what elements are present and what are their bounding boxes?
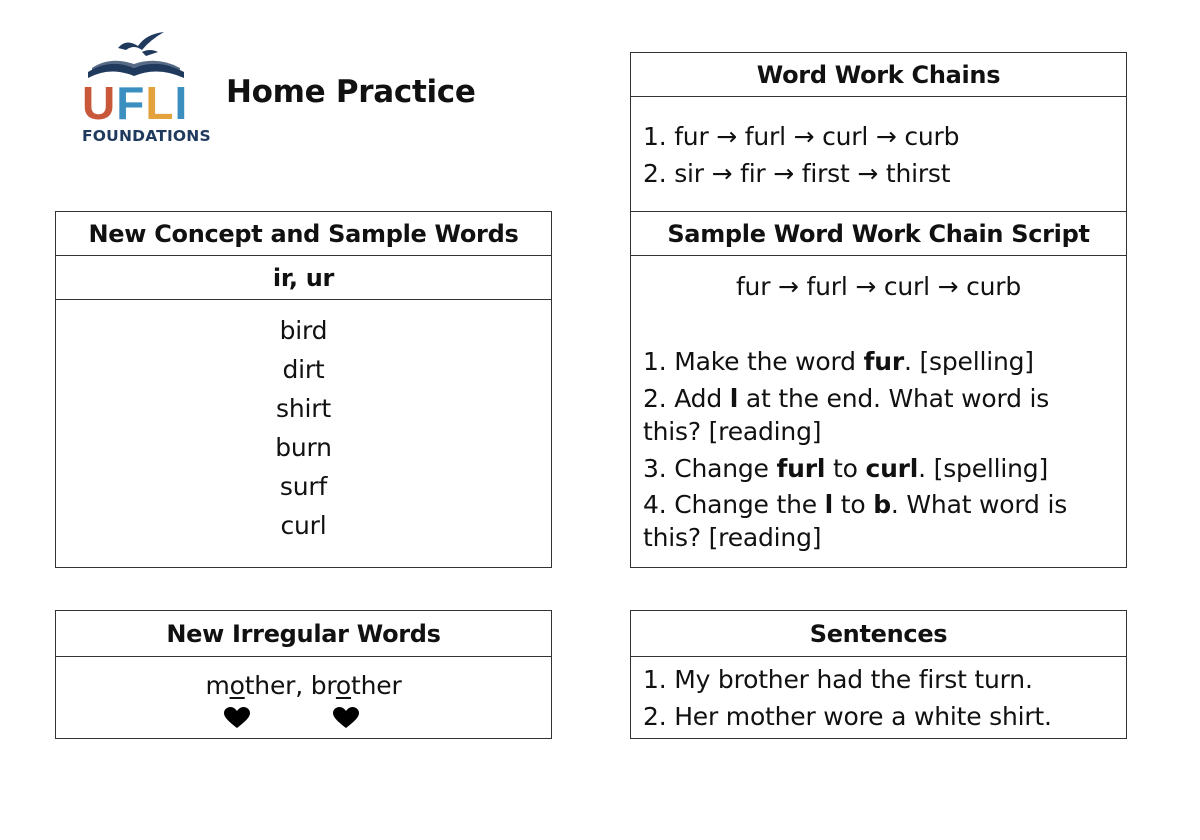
- chain-script-header: Sample Word Work Chain Script: [631, 212, 1126, 256]
- word-separator: ,: [295, 671, 311, 700]
- logo-letters: [82, 77, 189, 129]
- sample-word: bird: [279, 316, 328, 345]
- new-concept-header: New Concept and Sample Words: [56, 212, 551, 256]
- sample-word: burn: [275, 433, 332, 462]
- logo-letter: F: [116, 77, 146, 129]
- sentence-item: 2. Her mother wore a white shirt.: [643, 702, 1052, 731]
- logo-letter: L: [145, 77, 175, 129]
- logo-subtitle: FOUNDATIONS: [82, 127, 211, 145]
- irregular-word: mother: [205, 671, 296, 700]
- script-step: 2. Add l at the end. What word is this? [reading]: [643, 384, 1050, 446]
- word-work-chains-header: Word Work Chains: [631, 53, 1126, 97]
- irregular-words-header: New Irregular Words: [56, 611, 551, 657]
- irregular-word-list: [56, 671, 551, 700]
- irregular-words-box: [55, 610, 552, 739]
- ufli-logo: [80, 28, 211, 150]
- irregular-word: brother: [310, 671, 402, 700]
- heart-icon: [224, 707, 250, 729]
- sample-word: dirt: [282, 355, 325, 384]
- sentences-header: Sentences: [631, 611, 1126, 657]
- sample-word: shirt: [276, 394, 331, 423]
- sentences-box: [630, 610, 1127, 739]
- script-step: 4. Change the l to b. What word is this? [reading]: [643, 490, 1068, 552]
- irregular-letter: o: [229, 671, 245, 700]
- irregular-letter: o: [335, 671, 352, 700]
- sentence-item: 1. My brother had the first turn.: [643, 665, 1033, 694]
- logo-letter: I: [174, 77, 189, 129]
- sample-word: surf: [279, 472, 328, 501]
- concept-pattern: ir, ur: [56, 256, 551, 300]
- script-step: 1. Make the word fur. [spelling]: [643, 347, 1034, 376]
- script-step: 3. Change furl to curl. [spelling]: [643, 454, 1048, 483]
- page-title: Home Practice: [226, 74, 476, 110]
- word-work-chains-box: [630, 52, 1127, 212]
- new-concept-box: [55, 211, 552, 568]
- chain-item: 2. sir → fir → first → thirst: [643, 159, 951, 188]
- heart-icon: [333, 707, 359, 729]
- chain-item: 1. fur → furl → curl → curb: [643, 122, 960, 151]
- sample-word: curl: [280, 511, 327, 540]
- logo-letter: U: [82, 77, 117, 129]
- chain-script-box: [630, 211, 1127, 568]
- script-chain: fur → furl → curl → curb: [735, 272, 1022, 301]
